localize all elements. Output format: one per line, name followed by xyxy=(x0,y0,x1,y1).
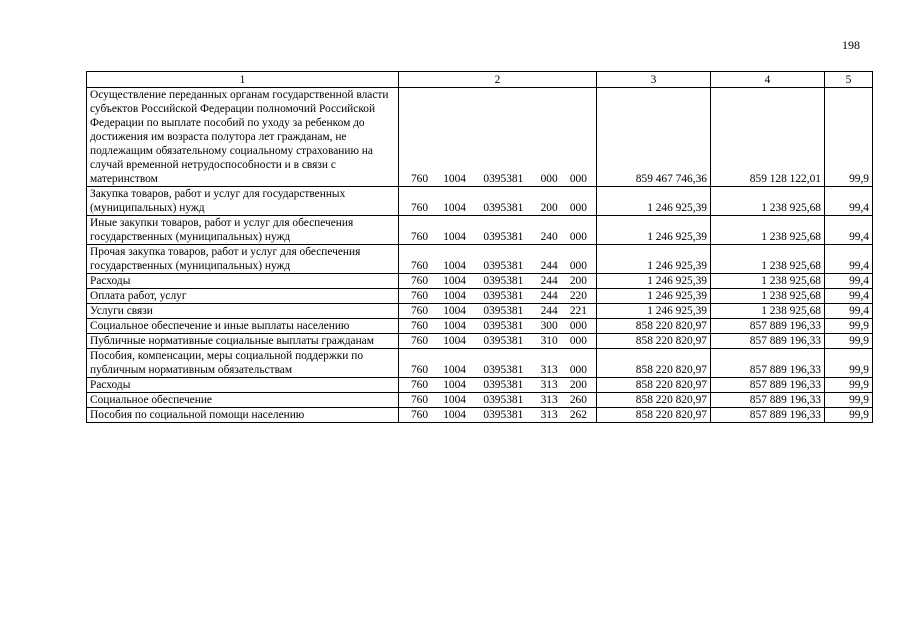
plan-amount: 1 246 925,39 xyxy=(597,187,711,216)
execution-percent: 99,9 xyxy=(825,408,873,423)
code-gr: 760 xyxy=(410,305,429,317)
code-kosgu: 221 xyxy=(569,305,587,317)
code-section: 1004 xyxy=(443,335,466,347)
row-codes xyxy=(399,349,597,378)
code-kosgu: 000 xyxy=(569,364,587,376)
row-name: Оплата работ, услуг xyxy=(87,289,399,304)
code-target: 0395381 xyxy=(483,275,524,287)
code-kosgu: 000 xyxy=(569,173,587,185)
row-codes xyxy=(399,408,597,423)
code-gr: 760 xyxy=(410,173,429,185)
row-name: Социальное обеспечение и иные выплаты населению xyxy=(87,319,399,334)
table-row xyxy=(87,378,873,393)
code-kosgu: 000 xyxy=(569,202,587,214)
row-codes xyxy=(399,274,597,289)
plan-amount: 858 220 820,97 xyxy=(597,378,711,393)
code-target: 0395381 xyxy=(483,335,524,347)
table-row xyxy=(87,349,873,378)
row-codes xyxy=(399,393,597,408)
execution-percent: 99,9 xyxy=(825,319,873,334)
row-name: Публичные нормативные социальные выплаты гражданам xyxy=(87,334,399,349)
fact-amount: 857 889 196,33 xyxy=(711,393,825,408)
plan-amount: 858 220 820,97 xyxy=(597,334,711,349)
code-section: 1004 xyxy=(443,231,466,243)
code-kvr: 244 xyxy=(540,305,558,317)
table-row xyxy=(87,408,873,423)
execution-percent: 99,9 xyxy=(825,378,873,393)
code-section: 1004 xyxy=(443,173,466,185)
row-codes xyxy=(399,378,597,393)
page-number: 198 xyxy=(842,38,860,52)
fact-amount: 1 238 925,68 xyxy=(711,304,825,319)
fact-amount: 1 238 925,68 xyxy=(711,216,825,245)
code-kvr: 310 xyxy=(540,335,558,347)
fact-amount: 857 889 196,33 xyxy=(711,349,825,378)
code-kvr: 200 xyxy=(540,202,558,214)
row-name: Расходы xyxy=(87,274,399,289)
execution-percent: 99,4 xyxy=(825,187,873,216)
code-target: 0395381 xyxy=(483,394,524,406)
code-target: 0395381 xyxy=(483,202,524,214)
fact-amount: 859 128 122,01 xyxy=(711,88,825,187)
row-name: Прочая закупка товаров, работ и услуг для обеспечения государственных (муниципальных) нужд xyxy=(87,245,399,274)
row-codes xyxy=(399,319,597,334)
code-gr: 760 xyxy=(410,202,429,214)
fact-amount: 1 238 925,68 xyxy=(711,245,825,274)
plan-amount: 858 220 820,97 xyxy=(597,319,711,334)
plan-amount: 1 246 925,39 xyxy=(597,289,711,304)
code-target: 0395381 xyxy=(483,409,524,421)
execution-percent: 99,4 xyxy=(825,245,873,274)
code-kosgu: 000 xyxy=(569,260,587,272)
plan-amount: 858 220 820,97 xyxy=(597,408,711,423)
column-header: 3 xyxy=(597,72,711,88)
execution-percent: 99,4 xyxy=(825,216,873,245)
code-target: 0395381 xyxy=(483,379,524,391)
code-gr: 760 xyxy=(410,260,429,272)
column-header: 5 xyxy=(825,72,873,88)
execution-percent: 99,9 xyxy=(825,334,873,349)
code-kosgu: 200 xyxy=(569,379,587,391)
code-gr: 760 xyxy=(410,320,429,332)
code-kosgu: 000 xyxy=(569,320,587,332)
code-section: 1004 xyxy=(443,290,466,302)
code-target: 0395381 xyxy=(483,305,524,317)
table-row xyxy=(87,289,873,304)
code-section: 1004 xyxy=(443,364,466,376)
fact-amount: 857 889 196,33 xyxy=(711,334,825,349)
row-name: Осуществление переданных органам государственной власти субъектов Российской Федерации полномочий Российской Федерации по выплате пособий по уходу за ребенком до достижения им возраста полутора лет гражданам, не подлежащим обязательному социальному страхованию на случай временной нетрудоспособности и в связи с материнством xyxy=(87,88,399,187)
code-kvr: 244 xyxy=(540,275,558,287)
code-kosgu: 220 xyxy=(569,290,587,302)
execution-percent: 99,9 xyxy=(825,349,873,378)
row-name: Услуги связи xyxy=(87,304,399,319)
fact-amount: 857 889 196,33 xyxy=(711,319,825,334)
table-row xyxy=(87,187,873,216)
code-kosgu: 200 xyxy=(569,275,587,287)
plan-amount: 1 246 925,39 xyxy=(597,216,711,245)
row-name: Социальное обеспечение xyxy=(87,393,399,408)
code-gr: 760 xyxy=(410,231,429,243)
row-name: Закупка товаров, работ и услуг для государственных (муниципальных) нужд xyxy=(87,187,399,216)
table-row xyxy=(87,245,873,274)
table-row xyxy=(87,319,873,334)
table-row xyxy=(87,304,873,319)
column-header: 4 xyxy=(711,72,825,88)
code-kvr: 313 xyxy=(540,394,558,406)
fact-amount: 857 889 196,33 xyxy=(711,378,825,393)
code-gr: 760 xyxy=(410,394,429,406)
fact-amount: 1 238 925,68 xyxy=(711,187,825,216)
row-name: Иные закупки товаров, работ и услуг для обеспечения государственных (муниципальных) нужд xyxy=(87,216,399,245)
code-kosgu: 000 xyxy=(569,335,587,347)
execution-percent: 99,9 xyxy=(825,88,873,187)
column-header: 1 xyxy=(87,72,399,88)
code-kosgu: 000 xyxy=(569,231,587,243)
code-kosgu: 262 xyxy=(569,409,587,421)
row-codes xyxy=(399,187,597,216)
table-row xyxy=(87,334,873,349)
fact-amount: 1 238 925,68 xyxy=(711,289,825,304)
row-codes xyxy=(399,289,597,304)
code-gr: 760 xyxy=(410,364,429,376)
plan-amount: 859 467 746,36 xyxy=(597,88,711,187)
code-section: 1004 xyxy=(443,409,466,421)
table-row xyxy=(87,216,873,245)
row-name: Расходы xyxy=(87,378,399,393)
code-target: 0395381 xyxy=(483,290,524,302)
execution-percent: 99,4 xyxy=(825,274,873,289)
row-codes xyxy=(399,245,597,274)
table-body xyxy=(87,88,873,423)
fact-amount: 1 238 925,68 xyxy=(711,274,825,289)
code-target: 0395381 xyxy=(483,260,524,272)
code-gr: 760 xyxy=(410,409,429,421)
code-kvr: 313 xyxy=(540,409,558,421)
table-row xyxy=(87,393,873,408)
code-section: 1004 xyxy=(443,202,466,214)
code-kvr: 240 xyxy=(540,231,558,243)
code-kvr: 244 xyxy=(540,290,558,302)
row-codes xyxy=(399,334,597,349)
budget-table xyxy=(86,71,873,423)
plan-amount: 858 220 820,97 xyxy=(597,393,711,408)
code-section: 1004 xyxy=(443,379,466,391)
execution-percent: 99,4 xyxy=(825,304,873,319)
row-codes xyxy=(399,216,597,245)
code-section: 1004 xyxy=(443,394,466,406)
code-target: 0395381 xyxy=(483,364,524,376)
code-gr: 760 xyxy=(410,290,429,302)
code-kvr: 000 xyxy=(540,173,558,185)
table-row xyxy=(87,88,873,187)
fact-amount: 857 889 196,33 xyxy=(711,408,825,423)
row-name: Пособия, компенсации, меры социальной поддержки по публичным нормативным обязательствам xyxy=(87,349,399,378)
plan-amount: 1 246 925,39 xyxy=(597,245,711,274)
code-target: 0395381 xyxy=(483,173,524,185)
execution-percent: 99,4 xyxy=(825,289,873,304)
row-codes xyxy=(399,304,597,319)
row-name: Пособия по социальной помощи населению xyxy=(87,408,399,423)
code-kvr: 244 xyxy=(540,260,558,272)
code-kvr: 313 xyxy=(540,364,558,376)
plan-amount: 858 220 820,97 xyxy=(597,349,711,378)
code-gr: 760 xyxy=(410,275,429,287)
code-kvr: 300 xyxy=(540,320,558,332)
column-header: 2 xyxy=(399,72,597,88)
code-section: 1004 xyxy=(443,260,466,272)
code-section: 1004 xyxy=(443,275,466,287)
code-kosgu: 260 xyxy=(569,394,587,406)
code-target: 0395381 xyxy=(483,231,524,243)
row-codes xyxy=(399,88,597,187)
code-target: 0395381 xyxy=(483,320,524,332)
code-kvr: 313 xyxy=(540,379,558,391)
table-row xyxy=(87,274,873,289)
plan-amount: 1 246 925,39 xyxy=(597,274,711,289)
header-row xyxy=(87,72,873,88)
code-section: 1004 xyxy=(443,320,466,332)
plan-amount: 1 246 925,39 xyxy=(597,304,711,319)
code-section: 1004 xyxy=(443,305,466,317)
execution-percent: 99,9 xyxy=(825,393,873,408)
code-gr: 760 xyxy=(410,335,429,347)
code-gr: 760 xyxy=(410,379,429,391)
